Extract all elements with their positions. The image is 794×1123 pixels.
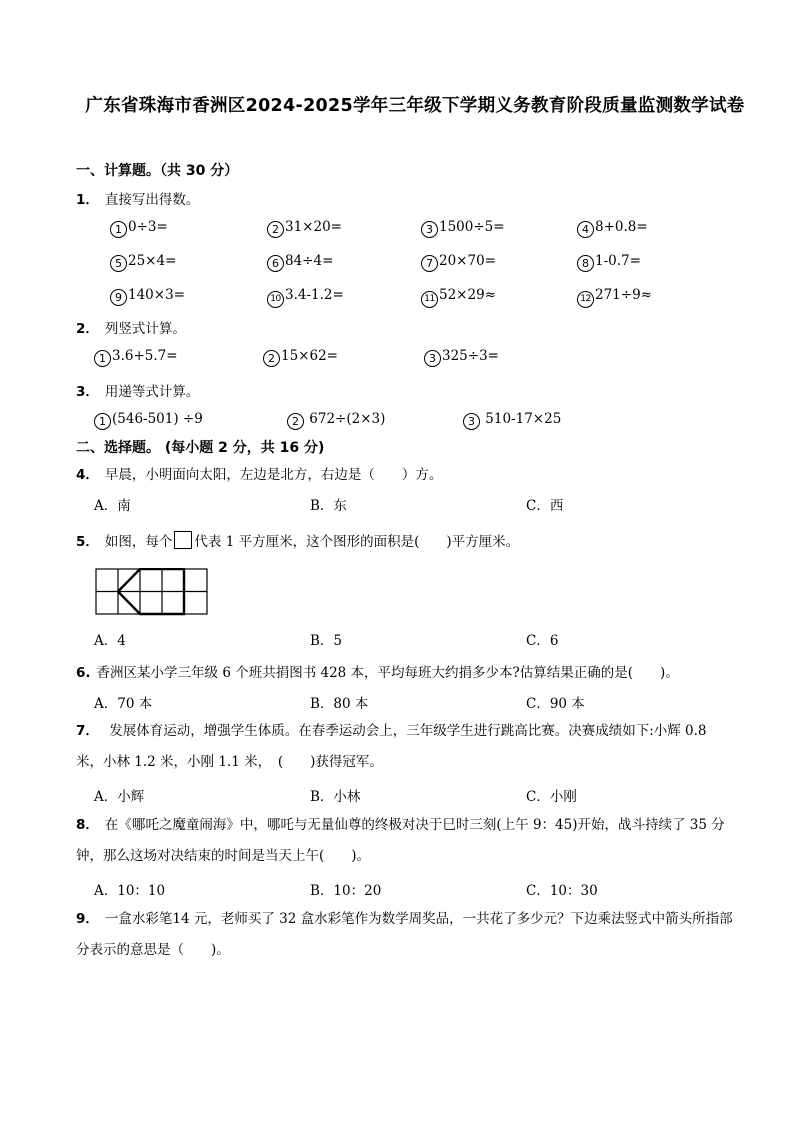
area-grid-figure xyxy=(95,568,209,616)
q5-option-b[interactable]: B．5 xyxy=(310,633,343,649)
circled-number: 10 xyxy=(267,291,284,308)
q1-item-1 xyxy=(110,219,168,238)
q7-option-a[interactable]: A．小辉 xyxy=(94,789,145,805)
circled-number: 2 xyxy=(263,350,280,367)
question-text: 代表 1 平方厘米，这个图形的面积是( )平方厘米。 xyxy=(194,534,520,550)
question-text: 列竖式计算。 xyxy=(104,321,186,337)
circled-number: 11 xyxy=(421,291,438,308)
q4-option-a[interactable]: A．南 xyxy=(94,498,131,514)
q1-item-6 xyxy=(267,253,333,272)
q2-item-2 xyxy=(263,348,338,367)
question-4 xyxy=(76,463,442,483)
question-text: 在《哪吒之魔童闹海》中，哪吒与无量仙尊的终极对决于巳时三刻(上午 9：45)开始，战斗持续了 35 分钟，那么这场对决结束的时间是当天上午( )。 xyxy=(76,817,725,864)
q6-option-a[interactable]: A．70 本 xyxy=(94,696,153,712)
expression: 8+0.8= xyxy=(595,219,648,235)
unit-square-icon xyxy=(174,531,192,549)
expression: 0÷3= xyxy=(128,219,168,235)
q1-item-4 xyxy=(577,219,648,238)
circled-number: 1 xyxy=(94,350,111,367)
q3-item-2 xyxy=(287,411,385,430)
page-title: 广东省珠海市香洲区2024-2025学年三年级下学期义务教育阶段质量监测数学试卷 xyxy=(85,96,745,116)
q8-option-b[interactable]: B．10：20 xyxy=(310,883,382,899)
question-8 xyxy=(76,810,736,872)
question-text: 如图，每个 xyxy=(104,534,173,550)
expression: 84÷4= xyxy=(285,253,334,269)
q1-item-7 xyxy=(421,253,496,272)
circled-number: 12 xyxy=(577,291,594,308)
question-text: 直接写出得数。 xyxy=(104,192,200,208)
section-heading-choice: 二、选择题。 (每小题 2 分，共 16 分) xyxy=(76,440,325,456)
question-7 xyxy=(76,716,736,778)
circled-number: 3 xyxy=(421,221,438,238)
question-text: 早晨，小明面向太阳，左边是北方，右边是（ ）方。 xyxy=(104,467,443,483)
q1-item-8 xyxy=(577,253,641,272)
q1-item-10 xyxy=(267,287,344,308)
expression: 140×3= xyxy=(128,287,185,303)
question-text: 香洲区某小学三年级 6 个班共捐图书 428 本，平均每班大约捐多少本?估算结果正确的是( )。 xyxy=(96,665,679,681)
circled-number: 1 xyxy=(94,413,111,430)
circled-number: 3 xyxy=(463,413,480,430)
expression: 510-17×25 xyxy=(481,411,562,427)
q1-item-9 xyxy=(110,287,185,306)
question-number: 7． xyxy=(76,723,99,739)
circled-number: 7 xyxy=(421,255,438,272)
question-number: 8． xyxy=(76,817,99,833)
expression: 1500÷5= xyxy=(439,219,505,235)
question-text: 用递等式计算。 xyxy=(104,384,200,400)
question-number: 2． xyxy=(76,321,99,337)
circled-number: 2 xyxy=(267,221,284,238)
question-number: 9． xyxy=(76,911,99,927)
q8-option-a[interactable]: A．10：10 xyxy=(94,883,166,899)
q1-item-11 xyxy=(421,287,496,308)
question-2 xyxy=(76,317,186,337)
question-number: 5． xyxy=(76,534,99,550)
circled-number: 5 xyxy=(110,255,127,272)
question-number: 1． xyxy=(76,192,99,208)
q1-item-3 xyxy=(421,219,505,238)
q1-item-5 xyxy=(110,253,176,272)
q3-item-3 xyxy=(463,411,561,430)
q6-option-b[interactable]: B．80 本 xyxy=(310,696,369,712)
expression: 3.4-1.2= xyxy=(285,287,344,303)
expression: 52×29≈ xyxy=(439,287,496,303)
expression: 672÷(2×3) xyxy=(305,411,386,427)
circled-number: 3 xyxy=(424,350,441,367)
circled-number: 9 xyxy=(110,289,127,306)
question-text: 发展体育运动，增强学生体质。在春季运动会上，三年级学生进行跳高比赛。决赛成绩如下:小辉 0.8 米，小林 1.2 米，小刚 1.1 米， ( )获得冠军。 xyxy=(76,723,707,770)
question-5 xyxy=(76,530,519,550)
q4-option-c[interactable]: C．西 xyxy=(526,498,564,514)
circled-number: 4 xyxy=(577,221,594,238)
q7-option-c[interactable]: C．小刚 xyxy=(526,789,577,805)
q2-item-3 xyxy=(424,348,499,367)
q2-item-1 xyxy=(94,348,178,367)
question-3 xyxy=(76,380,199,400)
q6-option-c[interactable]: C．90 本 xyxy=(526,696,585,712)
expression: (546-501) ÷9 xyxy=(112,411,203,427)
expression: 1-0.7= xyxy=(595,253,641,269)
expression: 20×70= xyxy=(439,253,496,269)
question-6 xyxy=(76,661,679,681)
q5-option-a[interactable]: A．4 xyxy=(94,633,126,649)
q1-item-12 xyxy=(577,287,652,308)
q5-option-c[interactable]: C．6 xyxy=(526,633,559,649)
question-number: 3． xyxy=(76,384,99,400)
expression: 31×20= xyxy=(285,219,342,235)
circled-number: 8 xyxy=(577,255,594,272)
q8-option-c[interactable]: C．10：30 xyxy=(526,883,598,899)
q3-item-1 xyxy=(94,411,203,430)
section-heading-calculation: 一、计算题。（共 30 分） xyxy=(76,163,239,179)
circled-number: 6 xyxy=(267,255,284,272)
expression: 25×4= xyxy=(128,253,177,269)
q7-option-b[interactable]: B．小林 xyxy=(310,789,361,805)
expression: 325÷3= xyxy=(442,348,499,364)
expression: 271÷9≈ xyxy=(595,287,652,303)
circled-number: 2 xyxy=(287,413,304,430)
expression: 3.6+5.7= xyxy=(112,348,178,364)
question-number: 4． xyxy=(76,467,99,483)
question-1 xyxy=(76,188,199,208)
circled-number: 1 xyxy=(110,221,127,238)
q4-option-b[interactable]: B．东 xyxy=(310,498,347,514)
question-text: 一盒水彩笔14 元，老师买了 32 盒水彩笔作为数学周奖品，一共花了多少元？下边乘法竖式中箭头所指部分表示的意思是（ )。 xyxy=(76,911,733,958)
expression: 15×62= xyxy=(281,348,338,364)
q1-item-2 xyxy=(267,219,342,238)
question-number: 6. xyxy=(76,665,91,681)
question-9 xyxy=(76,904,736,966)
